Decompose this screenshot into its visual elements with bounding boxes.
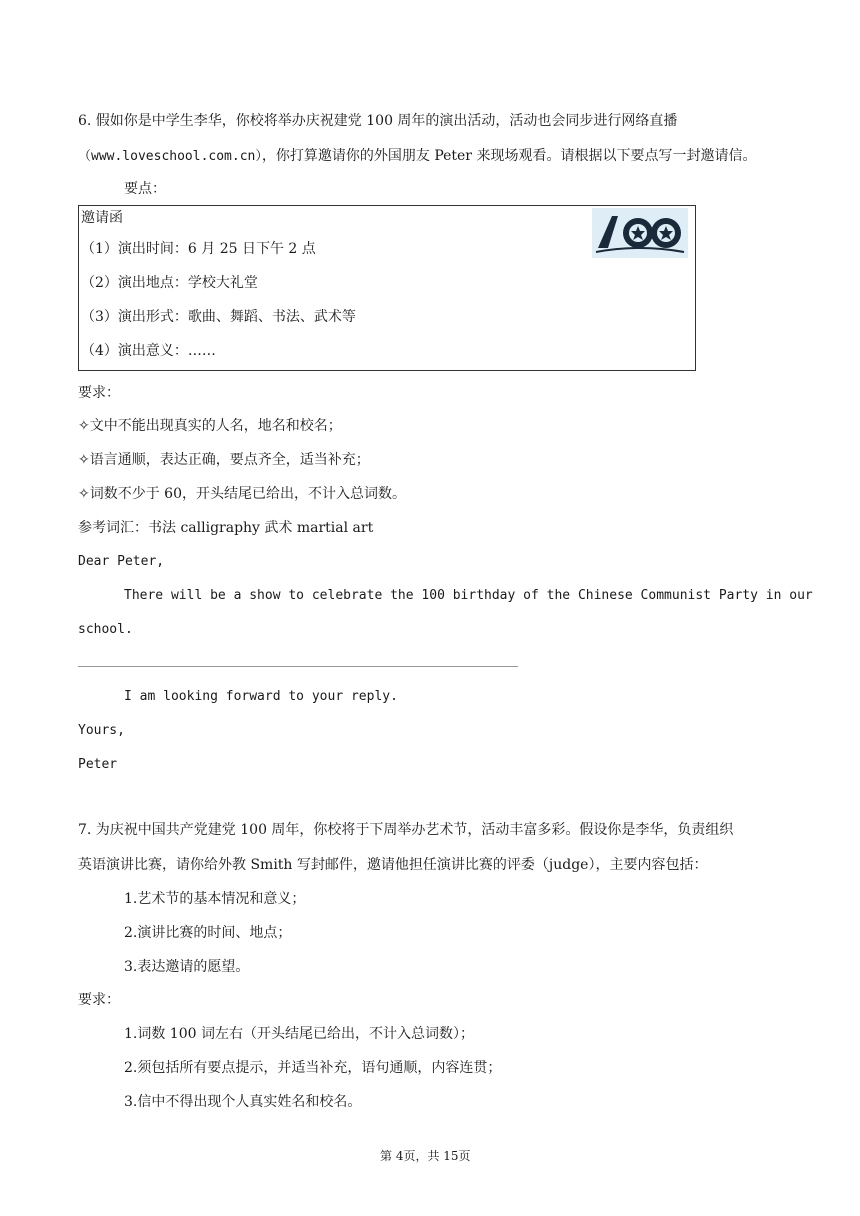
invitation-item-4: （4）演出意义：…… — [81, 343, 216, 359]
centenary-logo-image — [592, 208, 688, 258]
page-number: 第 4页，共 15页 — [380, 1149, 471, 1163]
q6-url: （www.loveschool.com.cn） — [78, 149, 262, 164]
q7-point-1: 1.艺术节的基本情况和意义； — [124, 891, 306, 907]
q7-prompt-line1: 7. 为庆祝中国共产党建党 100 周年，你校将于下周举办艺术节，活动丰富多彩。假设你是李华，负责组织 — [78, 822, 734, 838]
q7-point-2: 2.演讲比赛的时间、地点； — [124, 925, 292, 941]
invitation-box-title: 邀请函 — [81, 210, 123, 226]
q6-prompt-line2-rest: ，你打算邀请你的外国朋友 Peter 来现场观看。请根据以下要点写一封邀请信。 — [261, 148, 757, 164]
letter-signoff: Yours, — [78, 723, 125, 738]
letter-opening-line2: school. — [78, 622, 133, 637]
letter-name: Peter — [78, 757, 118, 772]
q7-requirement-3: 3.信中不得出现个人真实姓名和校名。 — [124, 1094, 362, 1110]
q6-prompt-line1: 6. 假如你是中学生李华，你校将举办庆祝建党 100 周年的演出活动，活动也会同步进行网络直播 — [78, 113, 678, 129]
q6-requirement-1: ✧文中不能出现真实的人名，地名和校名； — [78, 418, 342, 434]
q7-requirement-1: 1.词数 100 词左右（开头结尾已给出，不计入总词数）； — [124, 1026, 474, 1042]
letter-closing: I am looking forward to your reply. — [124, 689, 398, 704]
q7-prompt-line2: 英语演讲比赛，请你给外教 Smith 写封邮件，邀请他担任演讲比赛的评委（judge），主要内容包括： — [78, 857, 708, 873]
invitation-item-3: （3）演出形式：歌曲、舞蹈、书法、武术等 — [81, 309, 356, 325]
q6-points-label: 要点： — [124, 181, 166, 197]
q6-requirement-3: ✧词数不少于 60，开头结尾已给出，不计入总词数。 — [78, 486, 406, 502]
letter-greeting: Dear Peter, — [78, 554, 165, 569]
invitation-item-2: （2）演出地点：学校大礼堂 — [81, 275, 258, 291]
q7-point-3: 3.表达邀请的愿望。 — [124, 959, 250, 975]
invitation-item-1: （1）演出时间：6 月 25 日下午 2 点 — [81, 241, 316, 257]
q6-reference-vocab: 参考词汇：书法 calligraphy 武术 martial art — [78, 520, 374, 536]
letter-opening-line1: There will be a show to celebrate the 100 birthday of the Chinese Communist Party in our — [124, 588, 813, 603]
q6-requirements-label: 要求： — [78, 385, 120, 401]
q7-requirement-2: 2.须包括所有要点提示，并适当补充，语句通顺，内容连贯； — [124, 1060, 502, 1076]
q6-requirement-2: ✧语言通顺，表达正确，要点齐全，适当补充； — [78, 452, 370, 468]
q7-requirements-label: 要求： — [78, 992, 120, 1008]
writing-blank-line — [78, 666, 518, 667]
q6-prompt-line2 — [78, 147, 756, 166]
